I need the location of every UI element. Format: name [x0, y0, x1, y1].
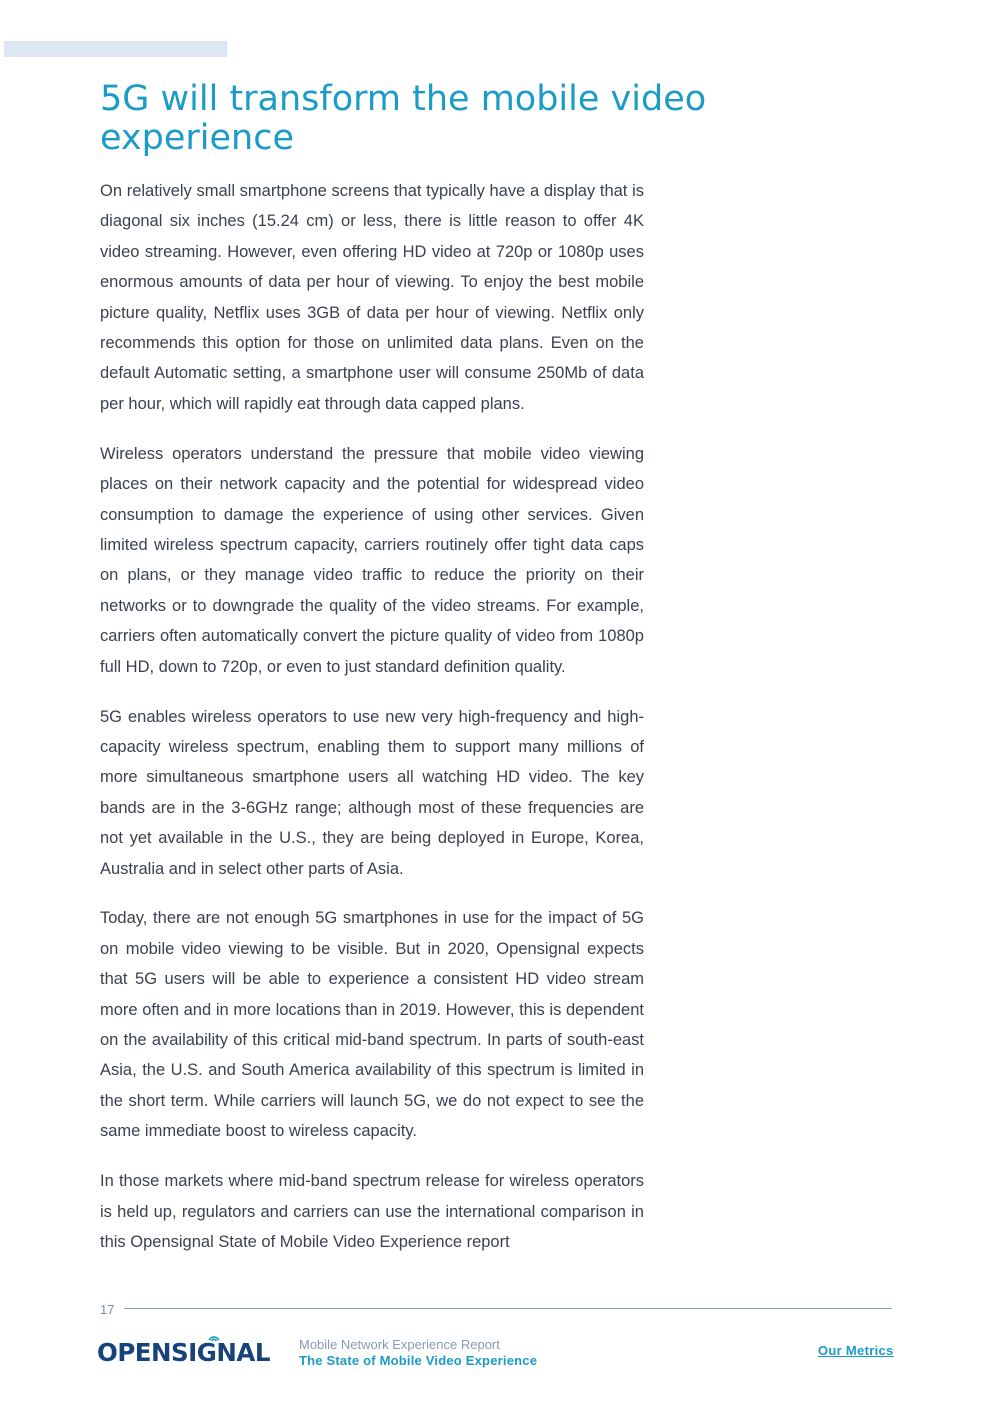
- logo-wordmark: OPENSIGNAL: [97, 1338, 270, 1367]
- paragraph-1: On relatively small smartphone screens that typically have a display that is diagonal six inches (15.24 cm) or less, there is little reason to offer 4K video streaming. However, even offering HD video at 720p or 1080p uses enormous amounts of data per hour of viewing. To enjoy the best mobile picture quality, Netflix uses 3GB of data per hour of viewing. Netflix only recommends this option for those on unlimited data plans. Even on the default Automatic setting, a smartphone user will consume 250Mb of data per hour, which will rapidly eat through data capped plans.: [100, 182, 644, 413]
- paragraph-5: In those markets where mid-band spectrum release for wireless operators is held up, regulators and carriers can use the international comparison in this Opensignal State of Mobile Video Experience report: [100, 1172, 644, 1251]
- opensignal-logo: [97, 1334, 281, 1368]
- paragraph-4: Today, there are not enough 5G smartphones in use for the impact of 5G on mobile video viewing to be visible. But in 2020, Opensignal expects that 5G users will be able to experience a consistent HD video stream more often and in more locations than in 2019. However, this is dependent on the availability of this critical mid-band spectrum. In parts of south-east Asia, the U.S. and South America availability of this spectrum is limited in the short term. While carriers will launch 5G, we do not expect to see the same immediate boost to wireless capacity.: [100, 909, 644, 1141]
- header-accent-bar: [4, 41, 227, 57]
- body-text: [100, 176, 644, 1257]
- report-title: The State of Mobile Video Experience: [299, 1353, 538, 1368]
- page-number: 17: [100, 1302, 115, 1317]
- page-title: 5G will transform the mobile video experience: [100, 79, 707, 158]
- paragraph-2: Wireless operators understand the pressure that mobile video viewing places on their network capacity and the potential for widespread video consumption to damage the experience of using other services. Given limited wireless spectrum capacity, carriers routinely offer tight data caps on plans, or they manage video traffic to reduce the priority on their networks or to downgrade the quality of the video streams. For example, carriers often automatically convert the picture quality of video from 1080p full HD, down to 720p, or even to just standard definition quality.: [100, 444, 644, 676]
- our-metrics-link[interactable]: Our Metrics: [818, 1343, 894, 1358]
- paragraph-3: 5G enables wireless operators to use new very high-frequency and high-capacity wireless spectrum, enabling them to support many millions of more simultaneous smartphone users all watching HD video. The key bands are in the 3-6GHz range; although most of these frequencies are not yet available in the U.S., they are being deployed in Europe, Korea, Australia and in select other parts of Asia.: [100, 707, 644, 878]
- report-subtitle: Mobile Network Experience Report: [299, 1337, 500, 1352]
- footer-divider: [124, 1308, 892, 1309]
